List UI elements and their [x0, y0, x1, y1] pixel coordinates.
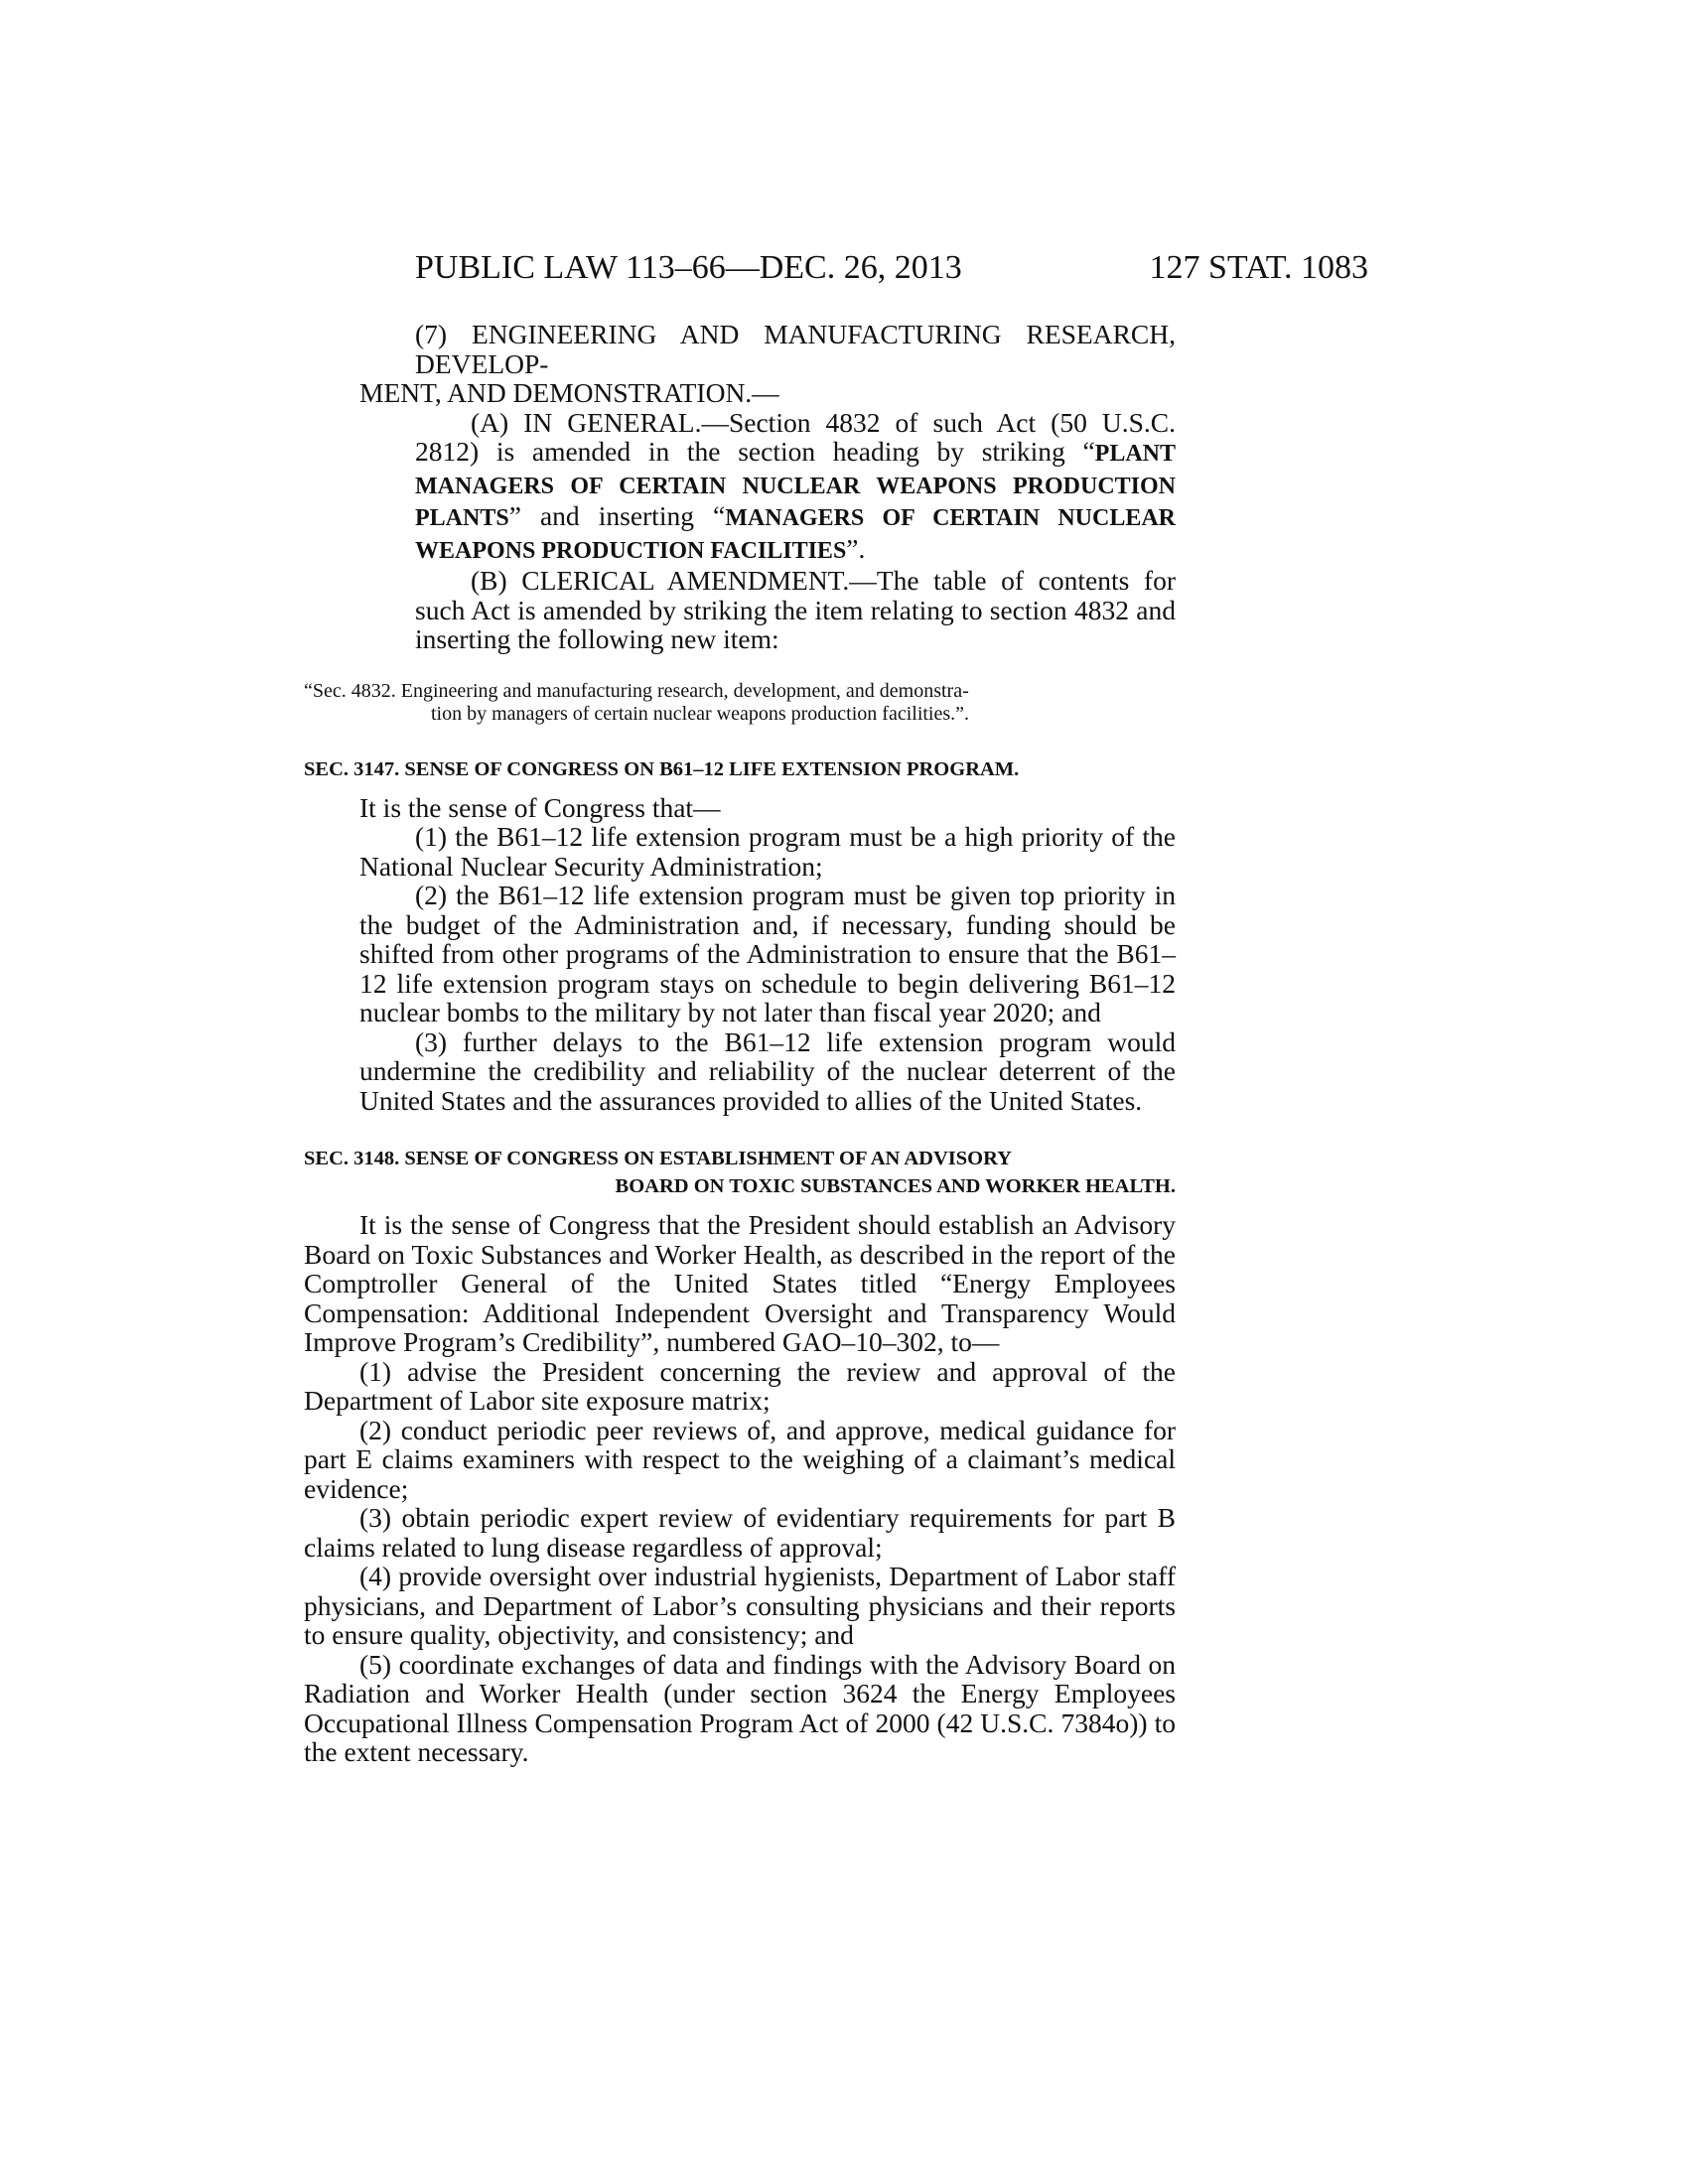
toc-inserted-item	[304, 680, 1176, 726]
section-3148-item-5: (5) coordinate exchanges of data and findings with the Advisory Board on Radiation and Worker Health (under section 3624 the Energy Employees Occupational Illness Compensation Program Act of 2000 (42 U.S.C. 7384o)) to the extent necessary.	[304, 1648, 1176, 1767]
section-3148-item-3: (3) obtain periodic expert review of evidentiary requirements for part B claims related to lung disease regardless of approval;	[304, 1502, 1176, 1563]
section-3148-item-2: (2) conduct periodic peer reviews of, and approve, medical guidance for part E claims examiners with respect to the weighing of a claimant’s medical evidence;	[304, 1414, 1176, 1504]
para-7-heading-line1: (7) ENGINEERING AND MANUFACTURING RESEARCH, DEVELOP-	[415, 319, 1176, 379]
para-7a-text-3: ”.	[846, 532, 866, 564]
section-3148-item-4: (4) provide oversight over industrial hygienists, Department of Labor staff physicians, and Department of Labor’s consulting physicians and their reports to ensure quality, objectivity, and consistency; and	[304, 1561, 1176, 1650]
stat-citation: 127 STAT. 1083	[1149, 249, 1368, 286]
para-7a-text-1: Section 4832 of such Act (50 U.S.C. 2812) is amended in the section heading by striking “	[415, 406, 1176, 467]
section-3148-item-1: (1) advise the President concerning the review and approval of the Department of Labor site exposure matrix;	[304, 1355, 1176, 1416]
section-3147-item-1: (1) the B61–12 life extension program must be a high priority of the National Nuclear Security Administration;	[359, 821, 1176, 882]
section-3147-heading: SEC. 3147. SENSE OF CONGRESS ON B61–12 LIFE EXTENSION PROGRAM.	[304, 757, 1020, 780]
section-3147-intro: It is the sense of Congress that—	[359, 791, 721, 823]
para-7b-label: (B) CLERICAL AMENDMENT.—	[471, 565, 877, 596]
section-3148-heading-line1: SEC. 3148. SENSE OF CONGRESS ON ESTABLISHMENT OF AN ADVISORY	[304, 1148, 1012, 1169]
para-7a-new-heading: MANAGERS OF CERTAIN NUCLEAR WEAPONS PRODUCTION FACILITIES	[415, 505, 1176, 564]
page-body	[304, 320, 1176, 1767]
para-7-heading	[304, 320, 1176, 378]
section-3148-heading	[304, 1145, 1176, 1200]
para-7-heading-line2: MENT, AND DEMONSTRATION.—	[359, 377, 779, 408]
toc-line-1: “Sec. 4832. Engineering and manufacturing research, development, and demonstra-	[304, 679, 969, 702]
section-3148-intro: It is the sense of Congress that the President should establish an Advisory Board on Toxic Substances and Worker Health, as described in the report of the Comptroller General of the United States titled “Energy Employees Compensation: Additional Independent Oversight and Transparency Would Improve Program’s Credibility”, numbered GAO–10–302, to—	[304, 1209, 1176, 1357]
toc-line-2: tion by managers of certain nuclear weapons production facilities.”.	[431, 702, 970, 725]
section-3147-item-3: (3) further delays to the B61–12 life extension program would undermine the credibility and reliability of the nuclear deterrent of the United States and the assurances provided to allies of the United States.	[359, 1025, 1176, 1116]
para-7b-text: The table of contents for such Act is amended by striking the item relating to section 4832 and inserting the following new item:	[415, 565, 1176, 654]
law-citation: PUBLIC LAW 113–66—DEC. 26, 2013	[415, 249, 962, 286]
page-header	[415, 243, 1368, 293]
section-3147-item-2: (2) the B61–12 life extension program must be given top priority in the budget of the Administration and, if necessary, funding should be shifted from other programs of the Administration to ensure that the B61–12 life extension program stays on schedule to begin delivering B61–12 nuclear bombs to the military by not later than fiscal year 2020; and	[359, 880, 1176, 1027]
para-7a-old-heading: PLANT MANAGERS OF CERTAIN NUCLEAR WEAPONS PRODUCTION PLANTS	[415, 441, 1176, 531]
para-7a	[304, 408, 1176, 567]
para-7a-text-2: ” and inserting “	[508, 500, 726, 531]
para-7a-label: (A) IN GENERAL.—	[471, 406, 729, 438]
para-7-heading-cont	[304, 378, 1176, 408]
para-7b	[304, 566, 1176, 654]
section-3148-heading-line2: BOARD ON TOXIC SUBSTANCES AND WORKER HEALTH.	[615, 1175, 1176, 1197]
